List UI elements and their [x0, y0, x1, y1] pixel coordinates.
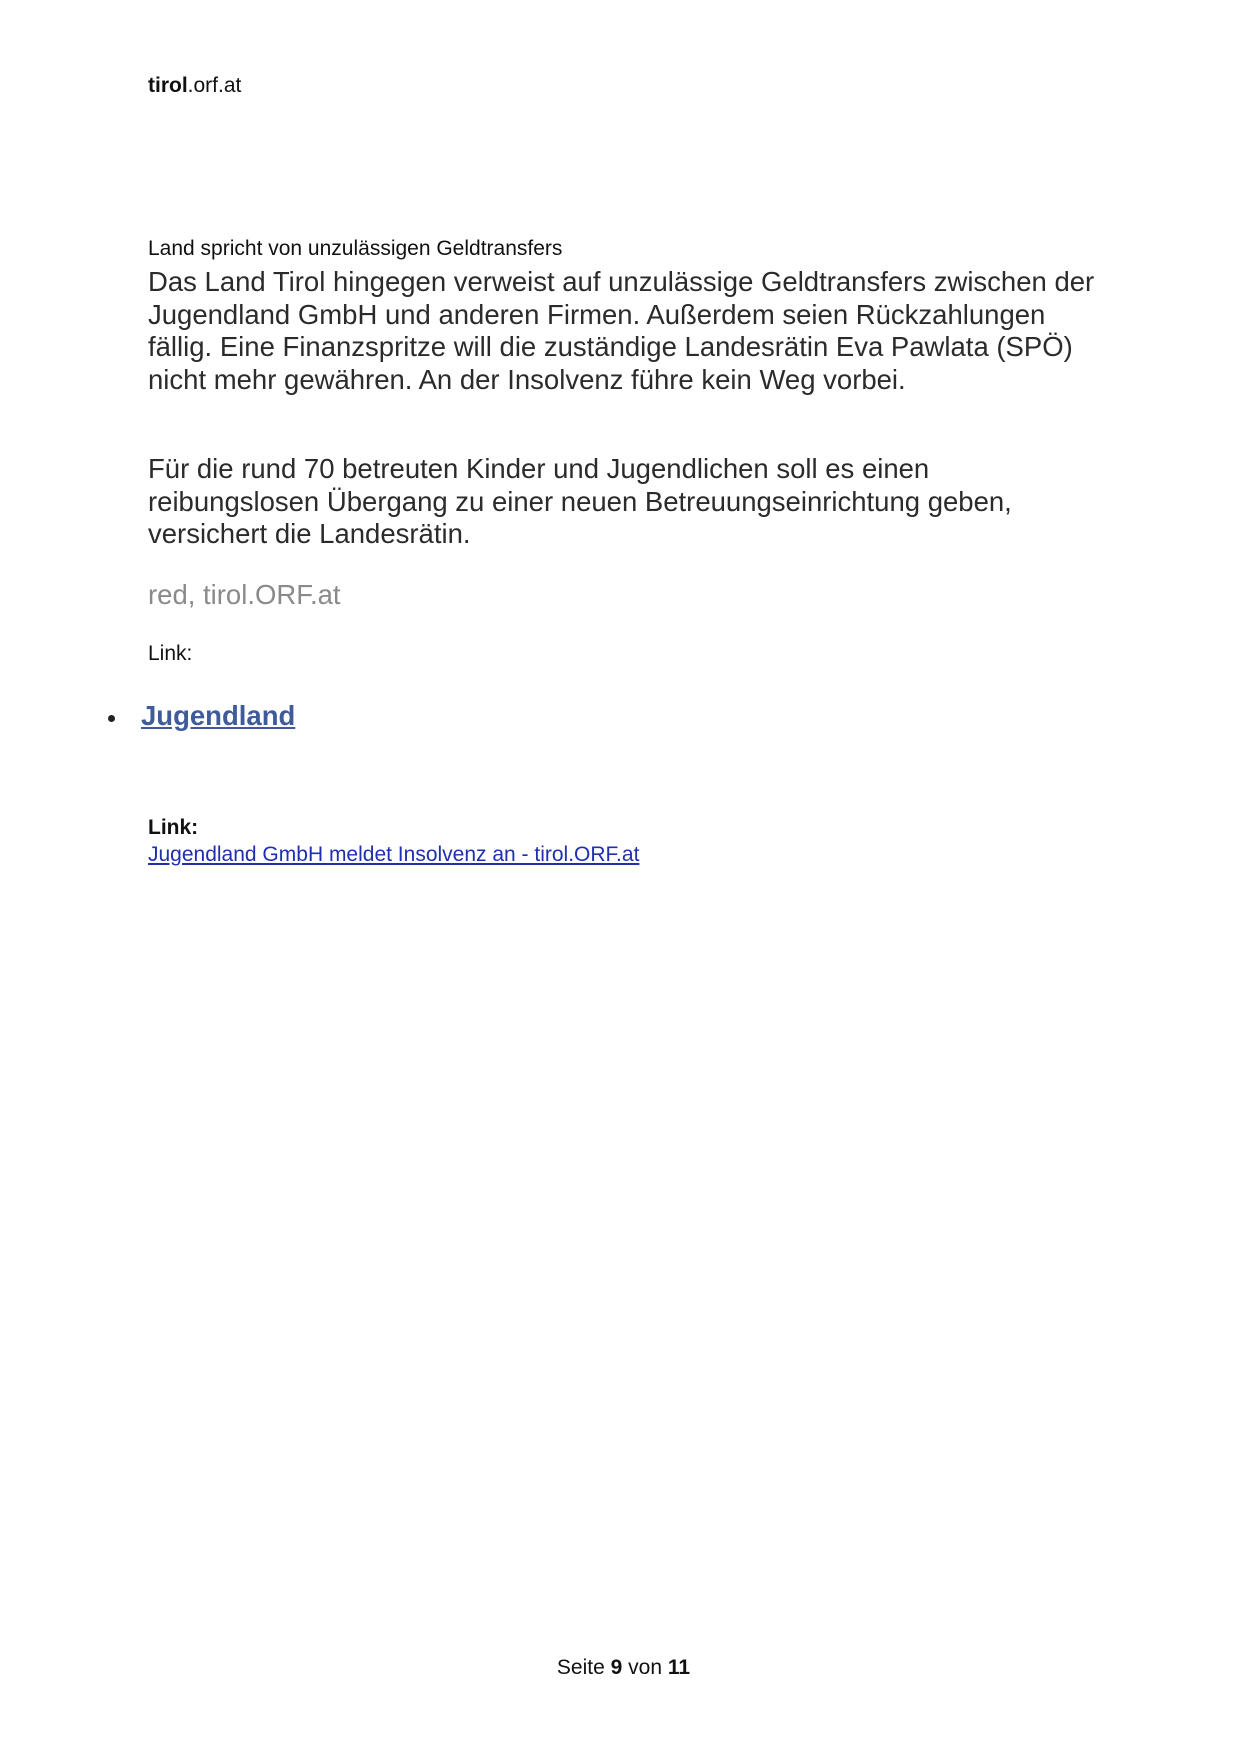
page-number: [557, 1656, 690, 1680]
site-header-rest: .orf.at: [187, 74, 242, 97]
current-page-number: 9: [610, 1656, 623, 1679]
article-source-link[interactable]: Jugendland GmbH meldet Insolvenz an - tirol.ORF.at: [148, 843, 640, 866]
link-label-bold: Link:: [148, 816, 199, 839]
site-header: [148, 74, 241, 98]
site-header-bold: tirol: [148, 74, 188, 97]
article-subheading: Land spricht von unzulässigen Geldtransfers: [148, 237, 563, 260]
link-list-item: [108, 700, 295, 732]
total-page-number: 11: [667, 1656, 691, 1679]
jugendland-link[interactable]: Jugendland: [141, 700, 296, 731]
bullet-icon: [108, 715, 115, 722]
article-paragraph-1: Das Land Tirol hingegen verweist auf unzulässige Geldtransfers zwischen der Jugendland GmbH und anderen Firmen. Außerdem seien Rückzahlungen fällig. Eine Finanzspritze will die zuständige Landesrätin Eva Pawlata (SPÖ) nicht mehr gewähren. An der Insolvenz führe kein Weg vorbei.: [148, 266, 1095, 395]
link-label: Link:: [148, 642, 193, 665]
article-paragraph-2: Für die rund 70 betreuten Kinder und Jugendlichen soll es einen reibungslosen Übergang zu einer neuen Betreuungseinrichtung geben, versichert die Landesrätin.: [148, 453, 1012, 549]
page-footer: [0, 1656, 1241, 1680]
article-credit: red, tirol.ORF.at: [148, 579, 341, 610]
page-middle: von: [628, 1656, 663, 1679]
page-prefix: Seite: [556, 1656, 605, 1679]
